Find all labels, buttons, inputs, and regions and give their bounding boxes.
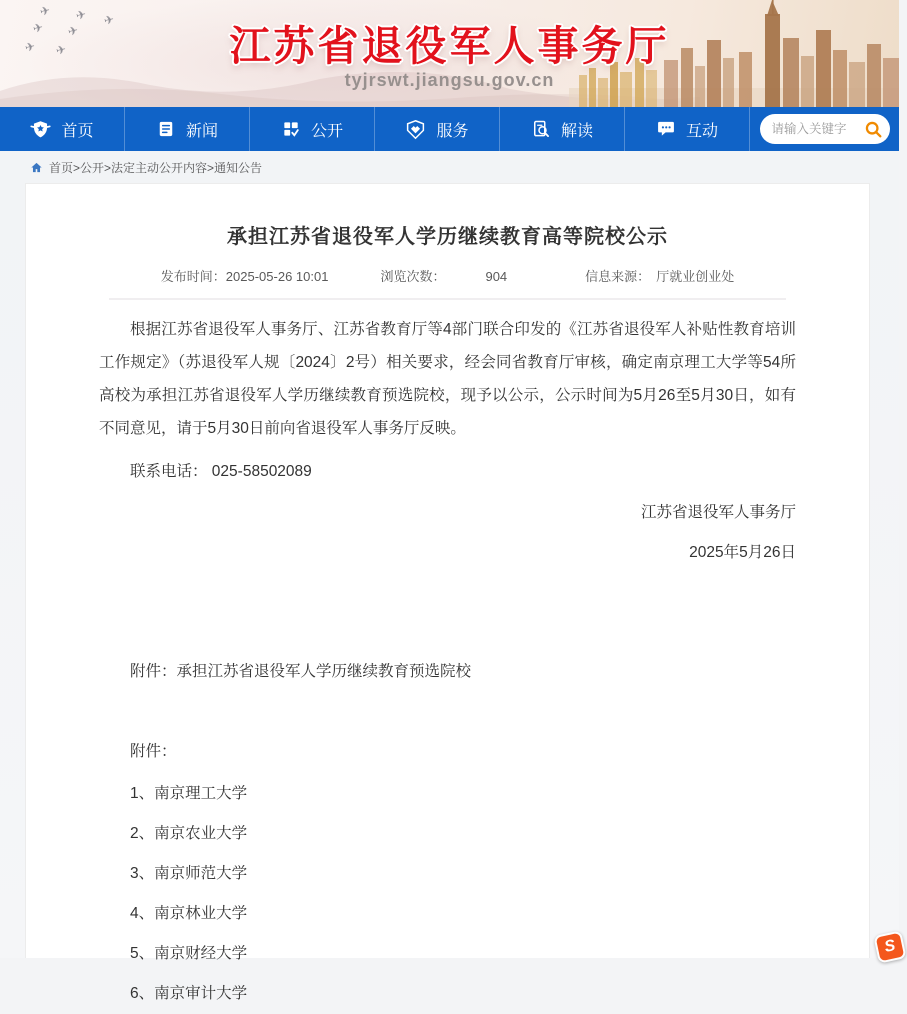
article-meta	[99, 266, 796, 285]
breadcrumb-text[interactable]: 首页>公开>法定主动公开内容>通知公告	[49, 160, 263, 175]
nav-item-interact[interactable]	[625, 107, 750, 151]
meta-divider	[109, 298, 786, 300]
ime-logo[interactable]	[873, 930, 906, 963]
contact-line: 联系电话： 025-58502089	[130, 463, 312, 480]
home-icon	[30, 161, 43, 174]
view-count-label: 浏览次数：	[380, 269, 446, 284]
jet-icon: ✈	[23, 38, 37, 56]
article-paragraph: 根据江苏省退役军人事务厅、江苏省教育厅等4部门联合印发的《江苏省退役军人补贴性教育培训工作规定》（苏退役军人规〔2024〕2号）相关要求，经会同省教育厅审核，确定南京理工大学等54所高校为承担江苏省退役军人学历继续教育预选院校，现予以公示，公示时间为5月26至5月30日，如有不同意见，请于5月30日前向省退役军人事务厅反映。	[99, 321, 796, 437]
jet-icon: ✈	[38, 2, 52, 20]
nav-item-label: 首页	[61, 122, 94, 140]
signature-date: 2025年5月26日	[689, 544, 796, 561]
handshake-icon	[405, 119, 426, 140]
nav-item-label: 公开	[310, 122, 343, 140]
jet-icon: ✈	[66, 22, 80, 40]
jet-icon: ✈	[31, 19, 45, 37]
main-nav	[0, 107, 899, 151]
university-list	[99, 774, 796, 1014]
view-count	[380, 266, 507, 285]
publish-time-label: 发布时间：	[160, 269, 226, 284]
article-card	[25, 183, 870, 1002]
info-source	[585, 266, 734, 285]
list-item: 3、南京师范大学	[130, 865, 248, 882]
list-item: 5、南京财经大学	[130, 945, 248, 962]
attachment-line: 附件：承担江苏省退役军人学历继续教育预选院校	[130, 663, 472, 680]
info-source-value: 厅就业创业处	[656, 269, 735, 284]
nav-item-label: 互动	[685, 122, 718, 140]
search-input[interactable]	[772, 122, 863, 136]
ime-logo-letter: S	[882, 937, 897, 956]
article-title: 承担江苏省退役军人学历继续教育高等院校公示	[227, 226, 668, 248]
search-icon[interactable]	[863, 119, 884, 140]
grid-icon	[281, 119, 301, 139]
list-item: 4、南京林业大学	[130, 905, 248, 922]
nav-item-label: 解读	[560, 122, 593, 140]
list-item: 2、南京农业大学	[130, 825, 248, 842]
list-item: 6、南京审计大学	[130, 985, 248, 1002]
attachment-label: 附件：	[130, 743, 177, 760]
nav-item-label: 服务	[436, 122, 469, 140]
nav-item-label: 新闻	[185, 122, 218, 140]
list-item: 1、南京理工大学	[130, 785, 248, 802]
magnifier-doc-icon	[531, 119, 551, 139]
jet-icon: ✈	[54, 41, 68, 59]
chat-icon	[656, 119, 676, 139]
jet-icon: ✈	[102, 11, 116, 29]
signature: 江苏省退役军人事务厅	[640, 504, 796, 521]
publish-time-value: 2025-05-26 10:01	[225, 269, 329, 284]
nav-item-interpret[interactable]	[500, 107, 625, 151]
nav-item-home[interactable]	[0, 107, 125, 151]
news-icon	[156, 119, 176, 139]
jet-icon: ✈	[74, 6, 88, 24]
nav-item-service[interactable]	[375, 107, 500, 151]
info-source-label: 信息来源：	[585, 269, 651, 284]
site-title: 江苏省退役军人事务厅	[229, 23, 670, 69]
publish-time	[161, 266, 329, 285]
view-count-value: 904	[485, 269, 508, 284]
badge-icon	[30, 119, 51, 140]
breadcrumb	[0, 151, 899, 183]
search-box	[760, 114, 890, 144]
site-url: tyjrswt.jiangsu.gov.cn	[344, 70, 555, 90]
search-area	[750, 107, 899, 151]
site-banner	[0, 0, 899, 107]
nav-item-news[interactable]	[125, 107, 250, 151]
nav-item-open[interactable]	[250, 107, 375, 151]
